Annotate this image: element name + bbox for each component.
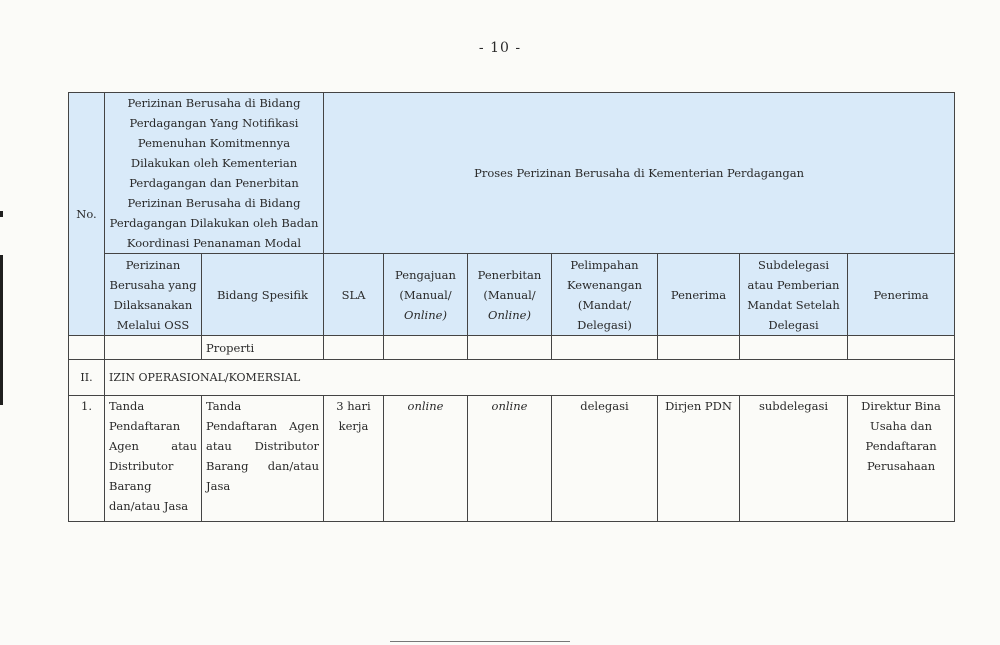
header-pengajuan: Pengajuan (Manual/ Online) [384,254,468,336]
header-right-group: Proses Perizinan Berusaha di Kementerian Perdagangan [324,93,955,254]
header-penerima-1: Penerima [658,254,740,336]
row-penerima-2: Direktur Bina Usaha dan Pendaftaran Perusahaan [848,396,955,522]
row-penerima-1: Dirjen PDN [658,396,740,522]
header-no: No. [69,93,105,336]
page-number: - 10 - [478,40,522,56]
row-perizinan: Tanda Pendaftaran Agen atau Distributor Barang dan/atau Jasa [105,396,202,522]
header-penerima-2: Penerima [848,254,955,336]
header-subdelegasi: Subdelegasi atau Pemberian Mandat Setelah Delegasi [740,254,848,336]
properti-perizinan-cell [105,336,202,360]
row-penerbitan: online [468,396,552,522]
section-row [69,360,955,396]
row-sla: 3 hari kerja [324,396,384,522]
scan-edge-tick [0,211,3,217]
row-subdelegasi: subdelegasi [740,396,848,522]
table-row [69,396,955,522]
header-pelimpahan: Pelimpahan Kewenangan (Mandat/ Delegasi) [552,254,658,336]
row-pelimpahan: delegasi [552,396,658,522]
header-sla: SLA [324,254,384,336]
header-penerbitan: Penerbitan (Manual/ Online) [468,254,552,336]
header-bidang-spesifik: Bidang Spesifik [202,254,324,336]
row-bidang: Tanda Pendaftaran Agen atau Distributor Barang dan/atau Jasa [202,396,324,522]
footer-rule [390,641,570,642]
properti-bidang-cell: Properti [202,336,324,360]
row-no: 1. [69,396,105,522]
permit-table [68,92,955,522]
section-title: IZIN OPERASIONAL/KOMERSIAL [105,360,955,396]
properti-no-cell [69,336,105,360]
header-perizinan-oss: Perizinan Berusaha yang Dilaksanakan Melalui OSS [105,254,202,336]
properti-row [69,336,955,360]
header-left-group: Perizinan Berusaha di Bidang Perdagangan Yang Notifikasi Pemenuhan Komitmennya Dilakukan oleh Kementerian Perdagangan dan Penerbitan Perizinan Berusaha di Bidang Perdagangan Dilakukan oleh Badan Koordinasi Penanaman Modal [105,93,324,254]
row-pengajuan: online [384,396,468,522]
section-number: II. [69,360,105,396]
scan-edge-mark [0,255,3,405]
